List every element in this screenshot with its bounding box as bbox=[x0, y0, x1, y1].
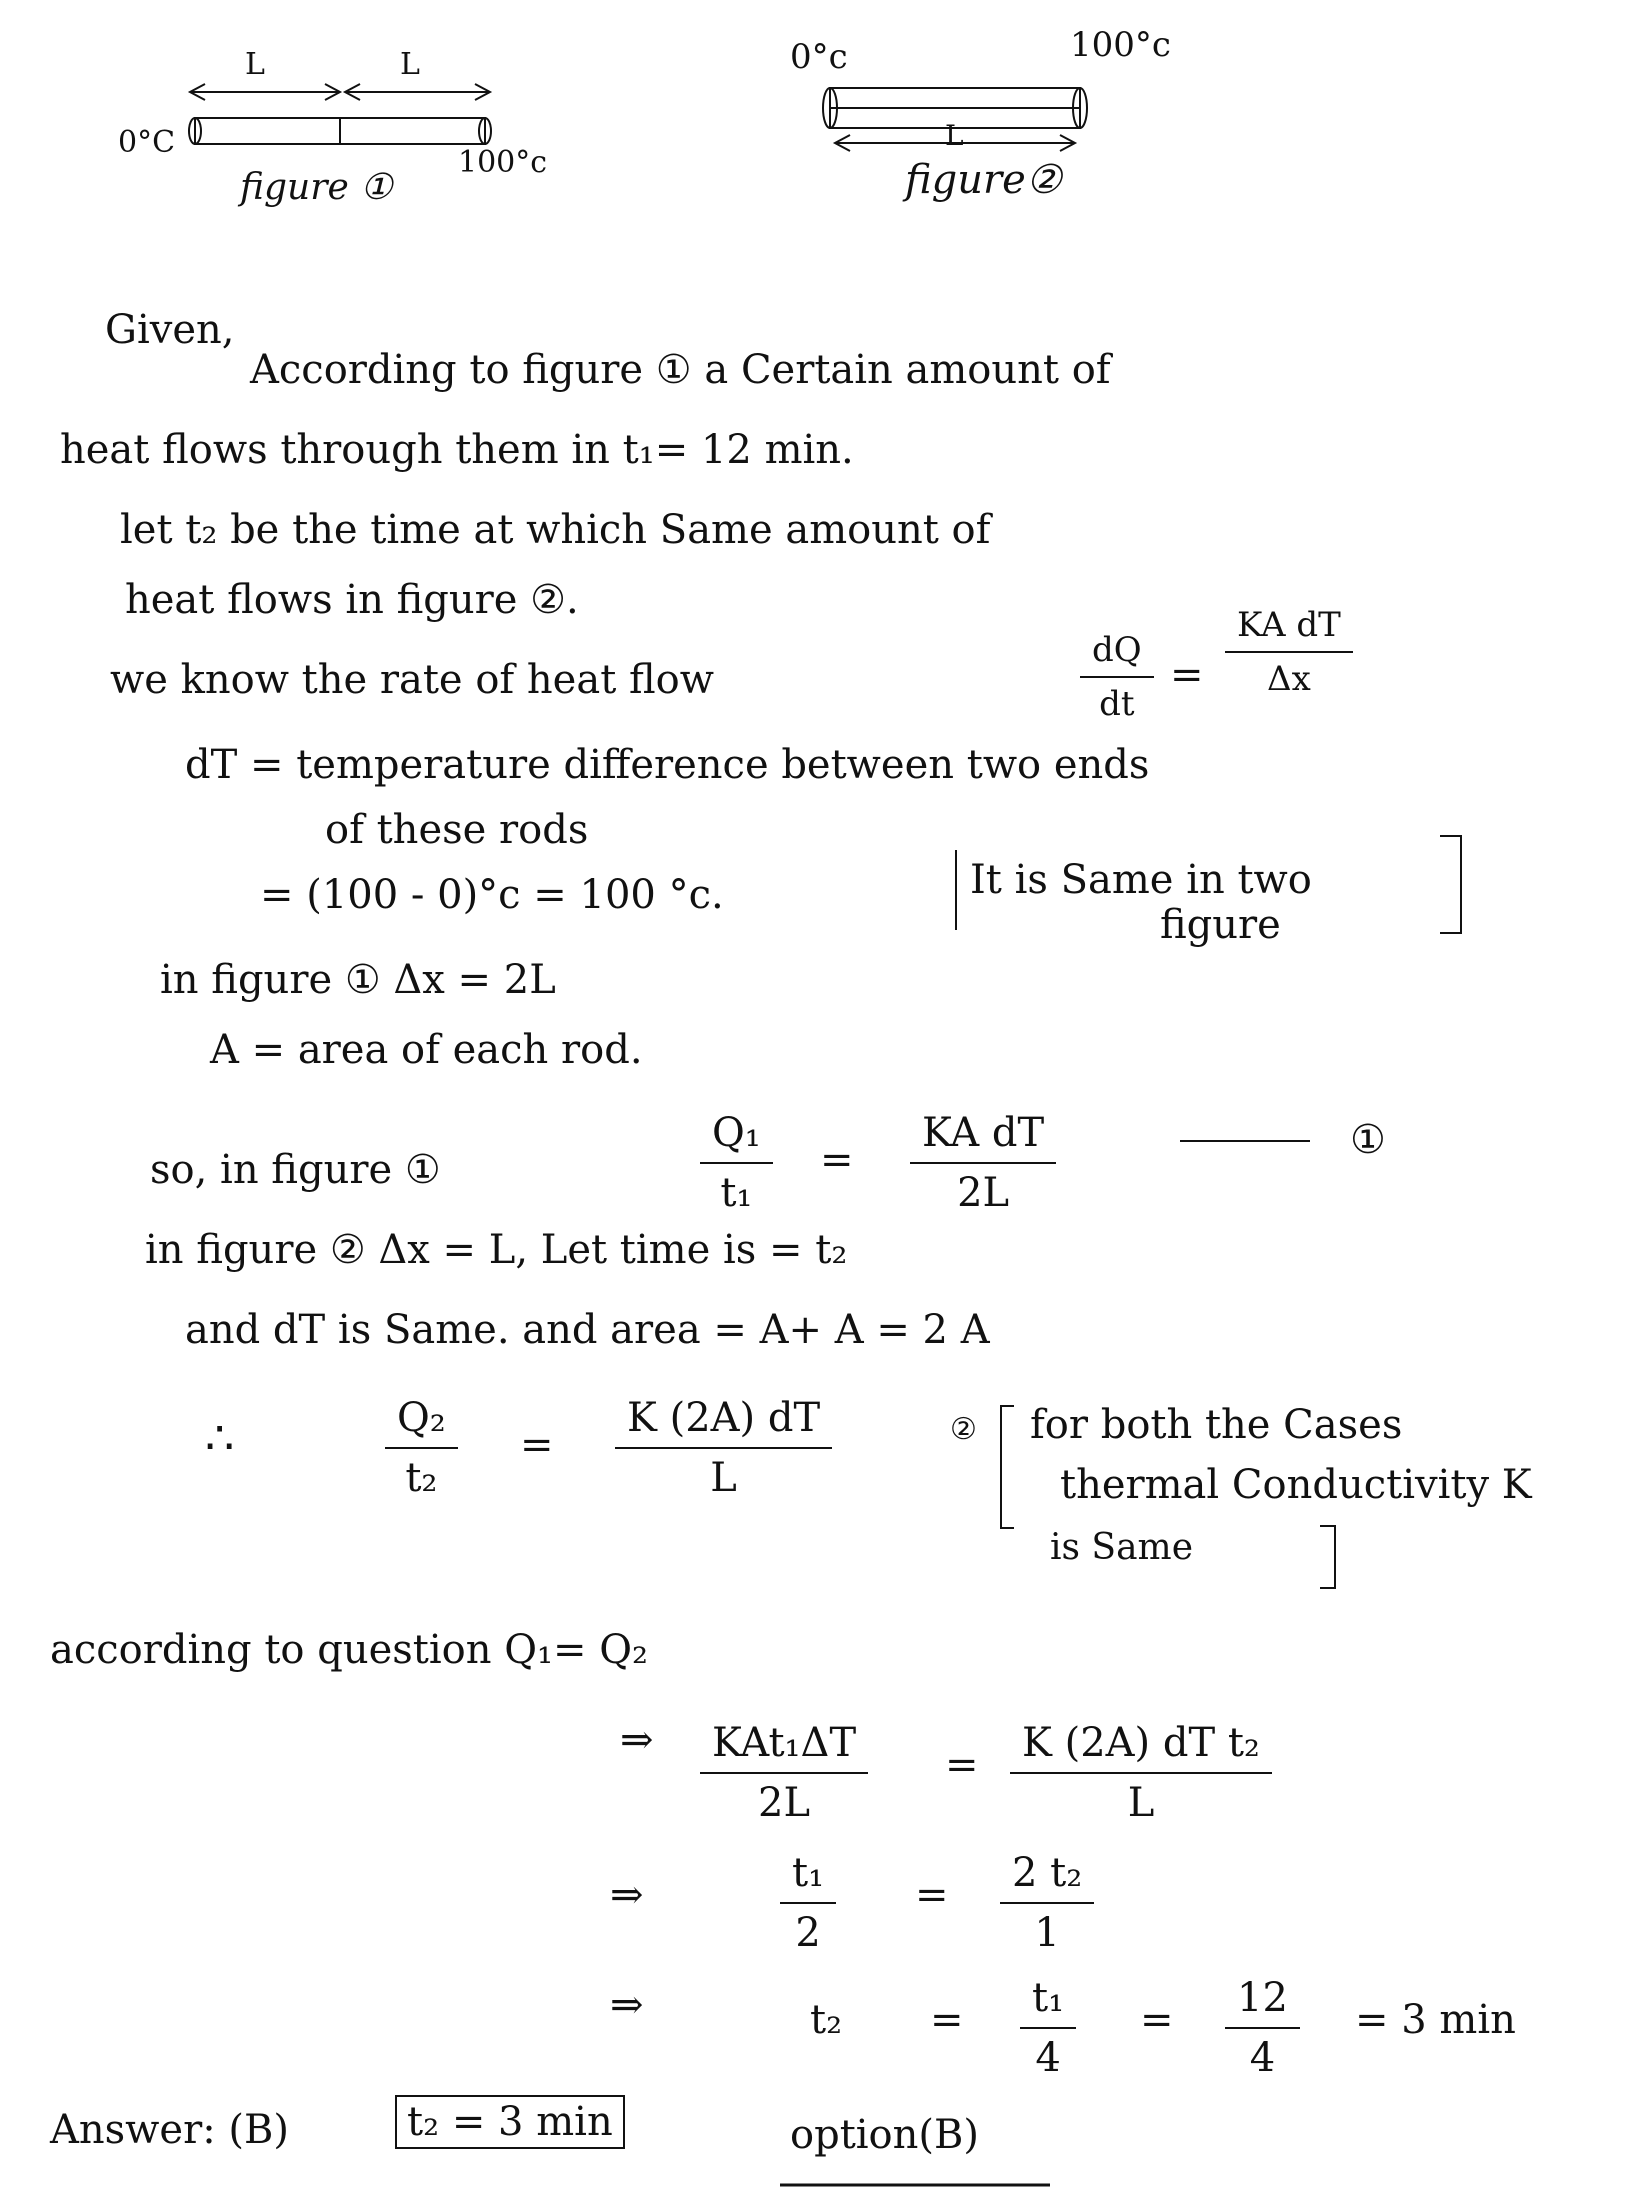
figure1-right-temp: 100°c bbox=[458, 145, 548, 180]
bracket-note-1: It is Same in two bbox=[970, 857, 1312, 903]
step1-rhs-fraction bbox=[1010, 1720, 1272, 1826]
figure2-line-2: and dT is Same. and area = A+ A = 2 A bbox=[185, 1307, 990, 1353]
step1-rhs-denominator: L bbox=[1127, 1780, 1155, 1826]
step2-rhs-fraction bbox=[1000, 1850, 1094, 1956]
note-line-1: for both the Cases bbox=[1030, 1402, 1403, 1448]
step3-lhs: t₂ bbox=[810, 1997, 843, 2043]
figure2-length: L bbox=[945, 119, 964, 152]
dt-value: = (100 - 0)°c = 100 °c. bbox=[260, 872, 724, 918]
note-bracket-left bbox=[1000, 1405, 1014, 1529]
note-line-2: thermal Conductivity K bbox=[1060, 1462, 1532, 1508]
step1-lhs-denominator: 2L bbox=[758, 1780, 811, 1826]
figure2-right-temp: 100°c bbox=[1070, 25, 1171, 65]
step1-lhs-fraction bbox=[700, 1720, 868, 1826]
rate-equals: = bbox=[1170, 652, 1204, 698]
step2-lhs-numerator: t₁ bbox=[780, 1850, 836, 1904]
step3-equals-1: = bbox=[930, 1997, 964, 2043]
eq2-lhs-fraction bbox=[385, 1395, 458, 1501]
eq1-equals: = bbox=[820, 1137, 854, 1183]
according-to-question: according to question Q₁= Q₂ bbox=[50, 1627, 649, 1673]
solution-line-4: heat flows in figure ②. bbox=[125, 577, 579, 623]
figure1-left-temp: 0°C bbox=[118, 125, 176, 160]
step3-denominator-2: 4 bbox=[1249, 2035, 1276, 2081]
step3-result: = 3 min bbox=[1355, 1997, 1516, 2043]
rate-denominator: dt bbox=[1099, 684, 1135, 724]
rate-intro: we know the rate of heat flow bbox=[110, 657, 714, 703]
eq1-lhs-fraction bbox=[700, 1110, 773, 1216]
bracket-right bbox=[1440, 835, 1462, 934]
eq2-equals: = bbox=[520, 1422, 554, 1468]
step2-arrow: ⇒ bbox=[610, 1872, 644, 1918]
rate-fraction bbox=[1080, 630, 1154, 724]
rate-rhs-numerator: KA dT bbox=[1225, 605, 1353, 653]
step1-equals: = bbox=[945, 1742, 979, 1788]
solution-line-2: heat flows through them in t₁= 12 min. bbox=[60, 427, 854, 473]
eq1-rhs-denominator: 2L bbox=[957, 1170, 1010, 1216]
answer-box: t₂ = 3 min bbox=[395, 2095, 625, 2149]
solution-line-3: let t₂ be the time at which Same amount of bbox=[120, 507, 991, 553]
eq1-denominator: t₁ bbox=[720, 1170, 753, 1216]
eq1-tag: ① bbox=[1350, 1117, 1386, 1163]
eq2-rhs-fraction bbox=[615, 1395, 832, 1501]
figure1-length-arrows bbox=[190, 84, 490, 100]
step1-lhs-numerator: KAt₁ΔT bbox=[700, 1720, 868, 1774]
step3-denominator-1: 4 bbox=[1035, 2035, 1061, 2081]
answer-label: Answer: (B) bbox=[50, 2107, 290, 2153]
so-figure1: so, in figure ① bbox=[150, 1147, 441, 1193]
dt-definition-2: of these rods bbox=[325, 807, 589, 853]
eq2-rhs-numerator: K (2A) dT bbox=[615, 1395, 832, 1449]
eq2-tag: ② bbox=[950, 1412, 977, 1447]
rate-numerator: dQ bbox=[1080, 630, 1154, 678]
step3-fraction-1 bbox=[1020, 1975, 1076, 2081]
eq1-numerator: Q₁ bbox=[700, 1110, 773, 1164]
step1-arrow: ⇒ bbox=[620, 1717, 654, 1763]
note-bracket-right bbox=[1320, 1525, 1336, 1589]
step3-arrow: ⇒ bbox=[610, 1982, 644, 2028]
given-heading: Given, bbox=[105, 307, 235, 353]
figure2-line: in figure ② Δx = L, Let time is = t₂ bbox=[145, 1227, 848, 1273]
step2-rhs-denominator: 1 bbox=[1034, 1910, 1060, 1956]
dt-definition: dT = temperature difference between two ends bbox=[185, 742, 1150, 788]
note-line-3: is Same bbox=[1050, 1527, 1193, 1568]
figure2-left-temp: 0°c bbox=[790, 37, 848, 77]
rate-rhs-fraction bbox=[1225, 605, 1353, 699]
step2-rhs-numerator: 2 t₂ bbox=[1000, 1850, 1094, 1904]
figure1-rod bbox=[189, 118, 491, 144]
step1-rhs-numerator: K (2A) dT t₂ bbox=[1010, 1720, 1272, 1774]
eq1-dash bbox=[1180, 1140, 1310, 1142]
eq1-rhs-numerator: KA dT bbox=[910, 1110, 1056, 1164]
step3-numerator-2: 12 bbox=[1225, 1975, 1300, 2029]
therefore-symbol: ∴ bbox=[205, 1411, 235, 1465]
eq2-rhs-denominator: L bbox=[710, 1455, 737, 1501]
eq2-numerator: Q₂ bbox=[385, 1395, 458, 1449]
solution-line-1: According to figure ① a Certain amount of bbox=[250, 347, 1111, 393]
step2-lhs-fraction bbox=[780, 1850, 836, 1956]
step2-lhs-denominator: 2 bbox=[795, 1910, 821, 1956]
step3-numerator-1: t₁ bbox=[1020, 1975, 1076, 2029]
figure1-caption: figure ① bbox=[240, 167, 393, 208]
step3-equals-2: = bbox=[1140, 1997, 1174, 2043]
step2-equals: = bbox=[915, 1872, 949, 1918]
eq1-rhs-fraction bbox=[910, 1110, 1056, 1216]
rate-rhs-denominator: Δx bbox=[1267, 659, 1311, 699]
figure2-caption: figure② bbox=[905, 157, 1062, 203]
figure1-length-a: L bbox=[245, 47, 265, 82]
answer-option: option(B) bbox=[790, 2112, 980, 2158]
eq2-denominator: t₂ bbox=[405, 1455, 438, 1501]
step3-fraction-2 bbox=[1225, 1975, 1300, 2081]
bracket-note-2: figure bbox=[1160, 902, 1281, 948]
area-definition: A = area of each rod. bbox=[210, 1027, 643, 1073]
figure1-dx: in figure ① Δx = 2L bbox=[160, 957, 556, 1003]
figure1-length-b: L bbox=[400, 47, 420, 82]
